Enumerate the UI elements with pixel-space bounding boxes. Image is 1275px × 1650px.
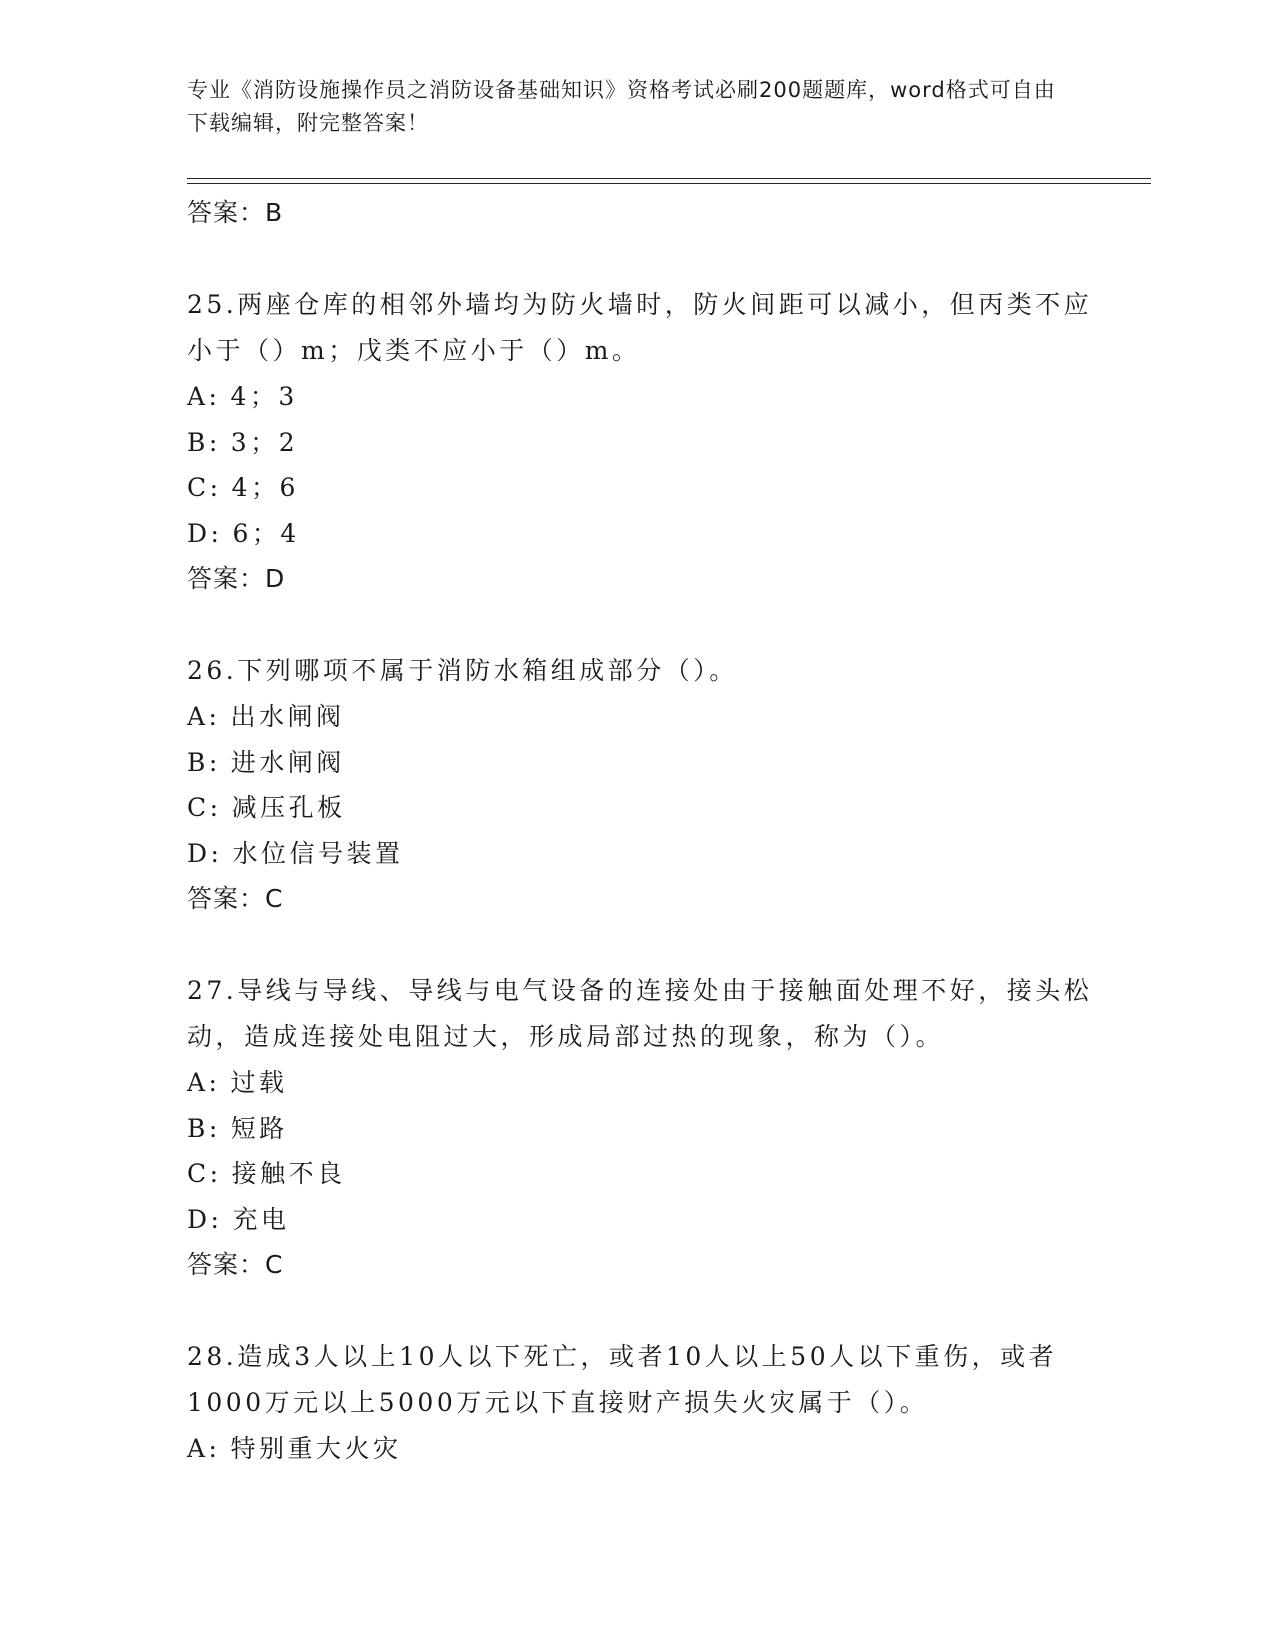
option-d: D: 水位信号装置 [187, 838, 404, 868]
question-item [187, 968, 1107, 1288]
option-a: A: 特别重大火灾 [187, 1434, 402, 1463]
document-header: 专业《消防设施操作员之消防设备基础知识》资格考试必刷200题题库，word格式可自由下载编辑，附完整答案！ [187, 78, 1056, 135]
option-a: A: 4；3 [187, 382, 298, 411]
answer-line: 答案：B [187, 198, 284, 227]
question-stem: 26.下列哪项不属于消防水箱组成部分（）。 [187, 656, 738, 685]
header-rule-top [187, 178, 1151, 179]
question-item [187, 648, 1107, 922]
option-d: D: 充电 [187, 1204, 290, 1234]
option-c: C: 4；6 [187, 473, 299, 502]
option-b: B: 进水闸阀 [187, 747, 345, 777]
question-item [187, 282, 1107, 602]
question-item [187, 1334, 1107, 1472]
question-stem: 28.造成3人以上10人以下死亡，或者10人以上50人以下重伤，或者1000万元以上5000万元以下直接财产损失火灾属于（）。 [187, 1342, 1058, 1417]
question-list [187, 190, 1107, 1472]
option-c: C: 接触不良 [187, 1159, 346, 1188]
option-b: B: 短路 [187, 1113, 288, 1143]
option-d: D: 6；4 [187, 518, 300, 548]
question-stem: 27.导线与导线、导线与电气设备的连接处由于接触面处理不好，接头松动，造成连接处电阻过大，形成局部过热的现象，称为（）。 [187, 976, 1093, 1051]
option-b: B: 3；2 [187, 427, 299, 457]
answer-line: 答案：C [187, 884, 284, 913]
header-rule-bottom [187, 183, 1151, 184]
option-c: C: 减压孔板 [187, 793, 346, 822]
answer-line: 答案：D [187, 564, 286, 593]
option-a: A: 过载 [187, 1068, 288, 1097]
question-stem: 25.两座仓库的相邻外墙均为防火墙时，防火间距可以减小，但丙类不应小于（）m；戊类不应小于（）m。 [187, 290, 1093, 365]
answer-line: 答案：C [187, 1250, 284, 1279]
option-a: A: 出水闸阀 [187, 702, 345, 731]
